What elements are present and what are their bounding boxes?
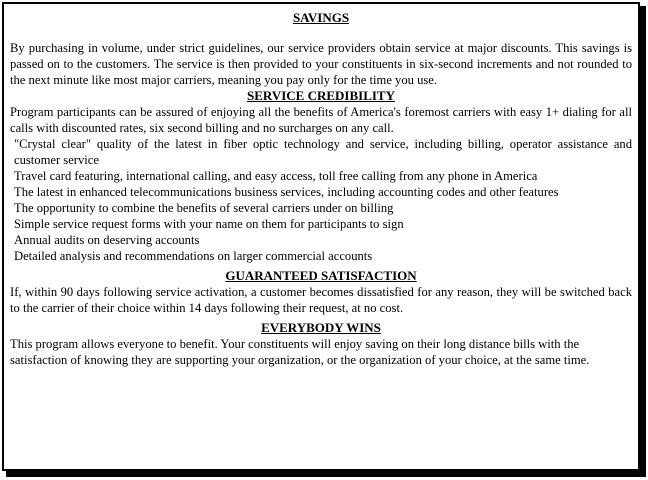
everybody-heading: EVERYBODY WINS [261, 320, 381, 335]
credibility-item: Detailed analysis and recommendations on larger commercial accounts [14, 249, 373, 263]
text-box [2, 2, 640, 471]
credibility-item: Annual audits on deserving accounts [14, 233, 200, 247]
everybody-line-1: This program allows everyone to benefit. Your constituents will enjoy saving on their long distance bills with the [10, 337, 580, 351]
guarantee-body: If, within 90 days following service activation, a customer becomes dissatisfied for any reason, they will be switched back to the carrier of their choice within 14 days following their request, at no cost. [10, 285, 632, 315]
credibility-item: Simple service request forms with your name on them for participants to sign [14, 217, 404, 231]
savings-body: By purchasing in volume, under strict guidelines, our service providers obtain service at major discounts. This savings is passed on to the customers. The service is then provided to your constituents in six-second increments and not rounded to the next minute like most major carriers, meaning you pay only for the time you use. [10, 41, 632, 87]
guarantee-heading: GUARANTEED SATISFACTION [225, 268, 417, 283]
credibility-item: The latest in enhanced telecommunications business services, including accounting codes and other features [14, 185, 559, 199]
credibility-item: The opportunity to combine the benefits of several carriers under on billing [14, 201, 394, 215]
credibility-intro: Program participants can be assured of enjoying all the benefits of America's foremost carriers with easy 1+ dialing for all calls with discounted rates, six second billing and no surcharges on any call. [10, 105, 632, 135]
credibility-item: Travel card featuring, international calling, and easy access, toll free calling from any phone in America [14, 169, 538, 183]
box-shadow-right [640, 6, 646, 475]
savings-heading: SAVINGS [292, 10, 350, 25]
credibility-heading: SERVICE CREDIBILITY [246, 88, 395, 103]
everybody-line-2: satisfaction of knowing they are supporting your organization, or the organization of your choice, at the same time. [10, 353, 590, 367]
box-shadow-bottom [6, 471, 646, 477]
credibility-item: "Crystal clear" quality of the latest in fiber optic technology and service, including billing, operator assistance and customer service [14, 137, 632, 167]
